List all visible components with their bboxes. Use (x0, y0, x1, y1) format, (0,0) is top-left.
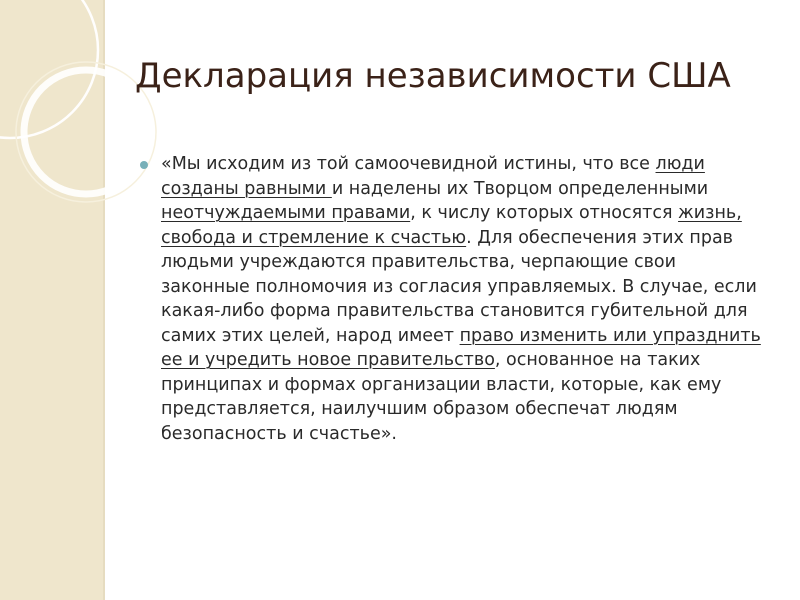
quote-underlined-phrase: люди созданы равными (161, 154, 705, 199)
quote-paragraph (161, 152, 761, 446)
bullet-icon (140, 161, 148, 169)
quote-text-segment: и наделены их Творцом определенными (331, 178, 709, 199)
quote-text-segment: , к числу которых относятся (410, 203, 679, 223)
quote-underlined-phrase: жизнь, свобода и стремление к счастью (161, 203, 742, 248)
quote-text-segment: , основанное на таких принципах и формах организации власти, которые, как ему представляется, наилучшим образом обеспечат людям безопасность и счастье». (161, 350, 722, 444)
quote-underlined-phrase: право изменить или упразднить ее и учредить новое правительство (161, 325, 761, 370)
quote-text-segment: . Для обеспечения этих прав людьми учреждаются правительства, черпающие свои законные полномочия из согласия управляемых. В случае, если какая-либо форма правительства становится губительной для самих этих целей, народ имеет (161, 227, 757, 346)
quote-text-segment: «Мы исходим из той самоочевидной истины, что все (161, 154, 656, 174)
quote-underlined-phrase: неотчуждаемыми правами (161, 203, 411, 223)
slide-title: Декларация независимости США (135, 56, 731, 96)
